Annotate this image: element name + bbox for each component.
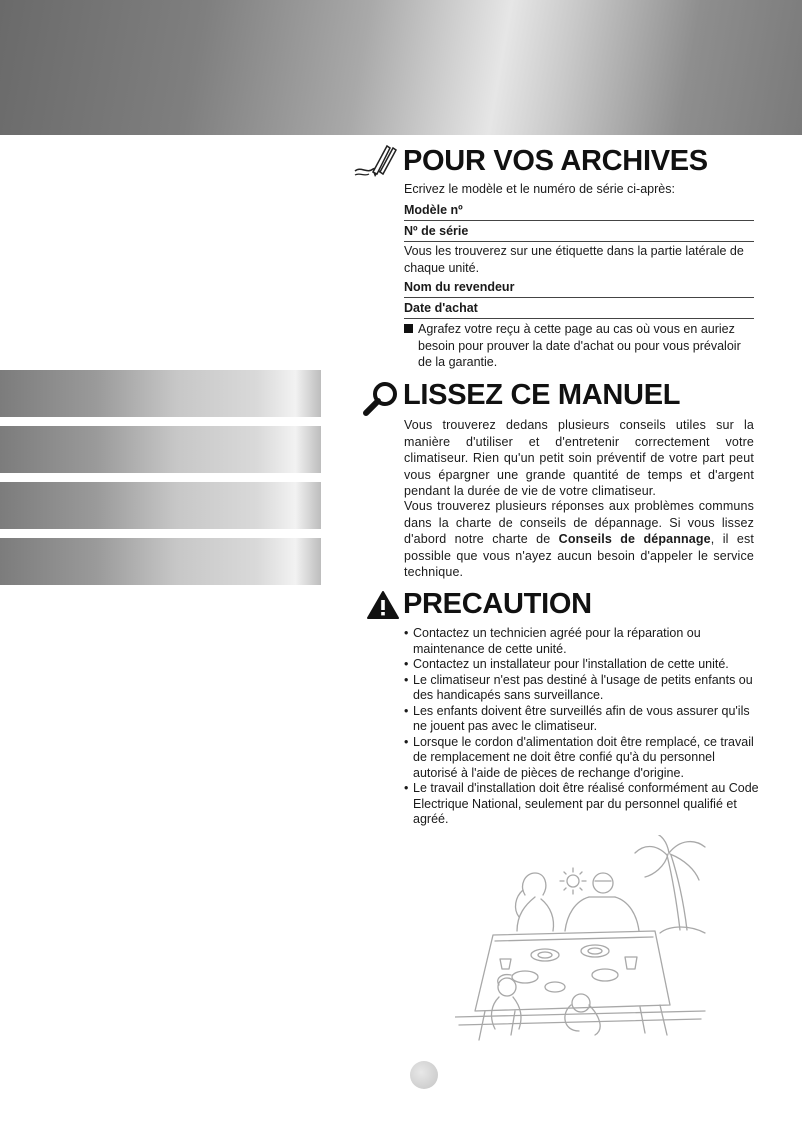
top-banner — [0, 0, 802, 135]
side-tab-4 — [0, 538, 321, 585]
side-tab-2 — [0, 426, 321, 473]
serial-number-field: Nº de série — [404, 224, 754, 242]
manual-paragraph-2 — [404, 498, 754, 581]
page-number-badge — [410, 1061, 438, 1089]
warning-triangle-icon — [366, 590, 400, 620]
precaution-item: • Le climatiseur n'est pas destiné à l'usage de petits enfants ou des handicapés sans surveillance. — [404, 673, 759, 704]
model-number-field: Modèle nº — [404, 203, 754, 221]
troubleshooting-reference: Conseils de dépannage — [558, 532, 711, 546]
precaution-item: • Lorsque le cordon d'alimentation doit être remplacé, ce travail de remplacement ne doit être confié qu'à du personnel autorisé à l'aide de pièces de rechange d'origine. — [404, 735, 759, 782]
staple-receipt-text: Agrafez votre reçu à cette page au cas où vous en auriez besoin pour prouver la date d'achat ou pour vous prévaloir de la garantie. — [418, 322, 741, 369]
manual-paragraph-2-end: , il est possible que vous n'ayez aucun besoin d'appeler le service technique. — [404, 532, 754, 579]
manual-paragraph-2-start: Vous trouverez plusieurs réponses aux problèmes communs dans la charte de conseils de dépannage. Si vous lissez d'abord notre charte de — [404, 499, 754, 546]
precaution-item: • Le travail d'installation doit être réalisé conformément au Code Electrique National, seulement par du personnel qualifié et agréé. — [404, 781, 759, 828]
archives-heading: POUR VOS ARCHIVES — [403, 145, 708, 177]
precaution-item: • Les enfants doivent être surveillés afin de vous assurer qu'ils ne jouent pas avec le climatiseur. — [404, 704, 759, 735]
side-tab-1 — [0, 370, 321, 417]
purchase-date-field: Date d'achat — [404, 301, 754, 319]
manual-heading: LISSEZ CE MANUEL — [403, 379, 681, 411]
picnic-illustration — [455, 835, 715, 1045]
manual-paragraph-1: Vous trouverez dedans plusieurs conseils utiles sur la manière d'utiliser et d'entretenir correctement votre climatiseur. Rien qu'un petit soin préventif de votre part peut vous épargner une grande quantité de temps et d'argent pendant la durée de vie de votre climatiseur. — [404, 418, 754, 498]
square-bullet-icon — [404, 324, 413, 333]
precaution-item: • Contactez un technicien agréé pour la réparation ou maintenance de cette unité. — [404, 626, 759, 657]
precaution-heading: PRECAUTION — [403, 588, 592, 620]
pen-writing-icon — [353, 144, 399, 180]
label-location-note: Vous les trouverez sur une étiquette dans la partie latérale de chaque unité. — [404, 244, 744, 275]
precaution-item: • Contactez un installateur pour l'installation de cette unité. — [404, 657, 759, 673]
side-tab-3 — [0, 482, 321, 529]
magnifier-icon — [362, 380, 400, 416]
archives-intro: Ecrivez le modèle et le numéro de série ci-après: — [404, 182, 675, 196]
staple-receipt-note — [404, 321, 754, 371]
precaution-list — [404, 626, 759, 828]
dealer-name-field: Nom du revendeur — [404, 280, 754, 298]
